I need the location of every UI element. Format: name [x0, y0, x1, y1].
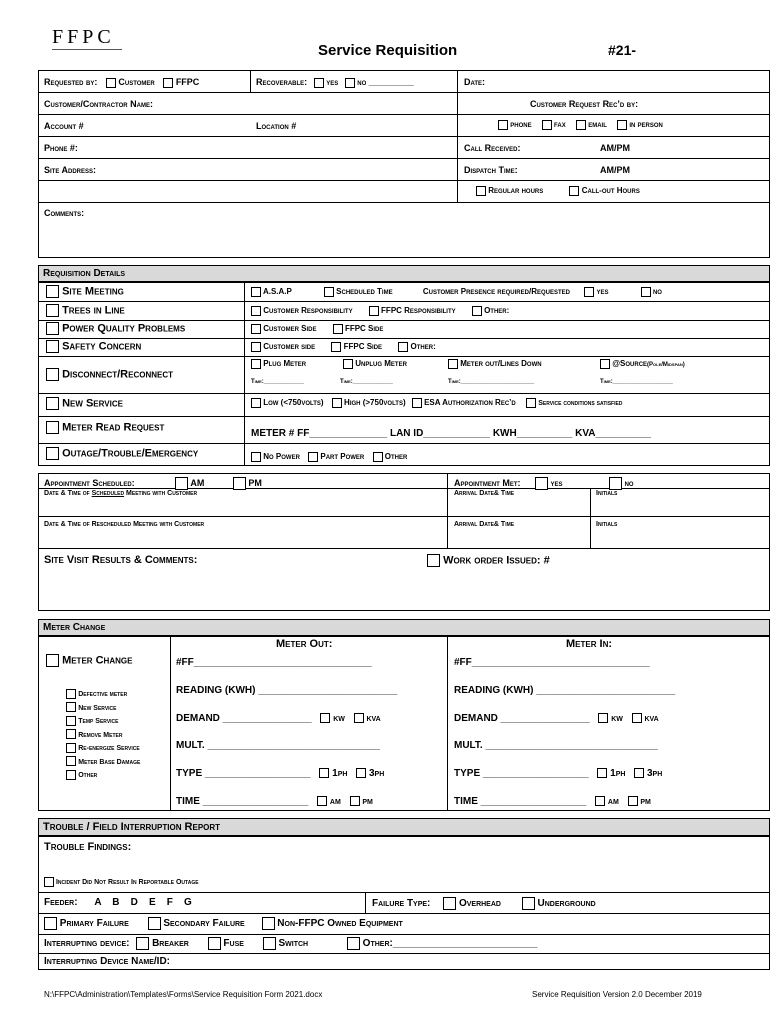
safety-ffpc-side-label: FFPC Side — [343, 342, 383, 352]
phone-opt-label: phone — [510, 120, 532, 130]
met-yes-checkbox[interactable] — [535, 477, 548, 490]
page-title: Service Requisition — [318, 42, 458, 59]
other1-label: Other: — [484, 306, 510, 316]
met-no-checkbox[interactable] — [609, 477, 622, 490]
switch-checkbox[interactable] — [263, 937, 276, 950]
recoverable-blank: _________ — [368, 77, 414, 87]
meter-in-mult[interactable]: MULT. _______________________________ — [454, 740, 658, 751]
ffpc-resp-checkbox[interactable] — [369, 306, 379, 316]
option-reenergize[interactable]: Re-energize Service — [66, 742, 140, 756]
appointment-met-label: Appointment Met: — [454, 477, 521, 488]
feeder-options[interactable]: A B D E F G — [94, 897, 192, 908]
site-address-label: Site Address: — [44, 165, 97, 175]
arrival-label-2: Arrival Date& Time — [454, 521, 515, 528]
yes-label: yes — [326, 77, 339, 87]
out-kw-checkbox[interactable] — [320, 713, 330, 723]
no-power-checkbox[interactable] — [251, 452, 261, 462]
option-temp-service[interactable]: Temp Service — [66, 715, 140, 729]
low-voltage-checkbox[interactable] — [251, 398, 261, 408]
in-am-label: am — [607, 796, 619, 807]
comments-label: Comments: — [44, 208, 85, 218]
meter-change-checkbox[interactable] — [46, 654, 59, 667]
trees-checkbox[interactable] — [46, 304, 59, 317]
footer-path: N:\FFPC\Administration\Templates\Forms\Service Requisition Form 2021.docx — [44, 990, 323, 999]
interrupting-device-label: Interrupting device: — [44, 938, 130, 950]
out-pm-label: pm — [362, 796, 373, 807]
safety-label: Safety Concern — [62, 340, 142, 353]
power-quality-label: Power Quality Problems — [62, 322, 186, 335]
email-checkbox[interactable] — [576, 120, 586, 130]
pole-midspan-label: (Pole/Midspan) — [647, 362, 685, 369]
secondary-failure-checkbox[interactable] — [148, 917, 161, 930]
appointment-scheduled-label: Appointment Scheduled: — [44, 477, 135, 488]
rescheduled-label: Date & Time of Rescheduled Meeting with Customer — [44, 521, 205, 528]
call-received-label: Call Received: — [464, 143, 521, 153]
safety-checkbox[interactable] — [46, 340, 59, 353]
site-visit-label: Site Visit Results & Comments: — [44, 554, 198, 566]
dt-rest: Meeting with Customer — [124, 490, 198, 497]
in-1ph-checkbox[interactable] — [597, 768, 607, 778]
outage-label: Outage/Trouble/Emergency — [62, 447, 199, 460]
low-voltage-label: Low (<750volts) — [263, 398, 324, 408]
dispatch-time-label: Dispatch Time: — [464, 165, 518, 175]
safety-cust-side-label: Customer side — [263, 342, 316, 352]
site-meeting-checkbox[interactable] — [46, 285, 59, 298]
overhead-label: Overhead — [458, 898, 501, 910]
ffpc-resp-label: FFPC Responsibility — [381, 306, 456, 316]
meter-read-label: Meter Read Request — [62, 421, 165, 434]
phone-checkbox[interactable] — [498, 120, 508, 130]
outage-checkbox[interactable] — [46, 447, 59, 460]
other1-checkbox[interactable] — [472, 306, 482, 316]
meter-in-demand[interactable]: DEMAND ________________ — [454, 713, 590, 724]
meter-out-demand[interactable]: DEMAND ________________ — [176, 713, 312, 724]
in-pm-label: pm — [640, 796, 651, 807]
scheduled-meeting-label — [44, 490, 197, 497]
other3-checkbox[interactable] — [373, 452, 383, 462]
in-person-label: in person — [629, 120, 663, 130]
meter-out-type[interactable]: TYPE ___________________ — [176, 768, 311, 779]
callout-hours-checkbox[interactable] — [569, 186, 579, 196]
out-kva-checkbox[interactable] — [354, 713, 364, 723]
logo-text: FFPC — [52, 26, 115, 48]
primary-failure-checkbox[interactable] — [44, 917, 57, 930]
failure-type-label: Failure Type: — [372, 898, 431, 910]
breaker-label: Breaker — [152, 938, 189, 950]
high-voltage-label: High (>750volts) — [344, 398, 406, 408]
date-label: Date: — [464, 77, 486, 87]
unplug-meter-checkbox[interactable] — [343, 359, 353, 369]
underground-checkbox[interactable] — [522, 897, 535, 910]
out-kva-label: kva — [366, 713, 381, 724]
work-order-checkbox[interactable] — [427, 554, 440, 567]
call-ampm: AM/PM — [600, 143, 630, 153]
option-base-damage[interactable]: Meter Base Damage — [66, 756, 140, 770]
unplug-time: Time:____________ — [340, 379, 393, 385]
cust-resp-checkbox[interactable] — [251, 306, 261, 316]
high-voltage-checkbox[interactable] — [332, 398, 342, 408]
esa-label: ESA Authorization Rec’d — [424, 398, 516, 408]
callout-hours-label: Call-out Hours — [581, 186, 640, 196]
underground-label: Underground — [537, 898, 596, 910]
meter-in-time[interactable]: TIME ___________________ — [454, 796, 587, 807]
nonffpc-checkbox[interactable] — [262, 917, 275, 930]
lines-down-time: Time:______________________ — [448, 379, 535, 385]
meter-out-title: Meter Out: — [276, 638, 333, 650]
power-quality-checkbox[interactable] — [46, 322, 59, 335]
meter-out-reading[interactable]: READING (KWH) _________________________ — [176, 685, 398, 696]
asap-label: A.S.A.P — [262, 287, 292, 297]
in-kva-checkbox[interactable] — [632, 713, 642, 723]
out-am-checkbox[interactable] — [317, 796, 327, 806]
unplug-meter-label: Unplug Meter — [355, 359, 407, 369]
in-3ph-label: 3ph — [647, 768, 663, 779]
option-other[interactable]: Other — [66, 769, 140, 783]
met-yes-label: yes — [550, 477, 563, 488]
meter-in-type[interactable]: TYPE ___________________ — [454, 768, 589, 779]
plug-meter-label: Plug Meter — [263, 359, 307, 369]
recoverable-yes-checkbox[interactable] — [314, 78, 324, 88]
requisition-number: #21- — [608, 42, 637, 58]
dispatch-ampm: AM/PM — [600, 165, 630, 175]
initials-label-1: Initials — [596, 490, 618, 497]
customer-label: Customer — [118, 77, 155, 87]
nonffpc-label: Non-FFPC Owned Equipment — [277, 918, 403, 930]
customer-checkbox[interactable] — [106, 78, 116, 88]
plug-time: Time:____________ — [251, 379, 304, 385]
source-label: @Source — [612, 359, 648, 369]
fax-checkbox[interactable] — [542, 120, 552, 130]
asap-checkbox[interactable] — [251, 287, 261, 297]
scheduled-time-checkbox[interactable] — [324, 287, 334, 297]
pq-ffpc-side-checkbox[interactable] — [333, 324, 343, 334]
option-defective[interactable]: Defective meter — [66, 688, 140, 702]
disconnect-label: Disconnect/Reconnect — [62, 368, 174, 381]
other-device-checkbox[interactable] — [347, 937, 360, 950]
no-power-label: No Power — [263, 452, 300, 462]
account-label: Account # — [44, 121, 84, 131]
meter-in-reading[interactable]: READING (KWH) _________________________ — [454, 685, 676, 696]
presence-no-checkbox[interactable] — [641, 287, 651, 297]
out-1ph-checkbox[interactable] — [319, 768, 329, 778]
other3-label: Other — [384, 452, 408, 462]
out-3ph-checkbox[interactable] — [356, 768, 366, 778]
esa-checkbox[interactable] — [412, 398, 422, 408]
pq-cust-side-checkbox[interactable] — [251, 324, 261, 334]
dt-scheduled: Scheduled — [91, 490, 125, 497]
recoverable-label: Recoverable: — [256, 77, 308, 87]
cust-resp-label: Customer Responsibility — [263, 306, 353, 316]
presence-yes-label: yes — [596, 287, 609, 297]
logo — [52, 28, 124, 54]
incident-checkbox[interactable] — [44, 877, 54, 887]
incident-label: Incident Did Not Result In Reportable Outage — [55, 878, 199, 886]
recoverable-no-checkbox[interactable] — [345, 78, 355, 88]
trouble-header: Trouble / Field Interruption Report — [38, 818, 770, 836]
source-checkbox[interactable] — [600, 359, 610, 369]
option-new-service[interactable]: New Service — [66, 702, 140, 716]
scheduled-time-label: Scheduled Time — [336, 287, 393, 297]
phone-label: Phone #: — [44, 143, 78, 153]
in-kw-label: kw — [611, 713, 623, 724]
feeder-label: Feeder: — [44, 897, 78, 908]
out-1ph-label: 1ph — [332, 768, 348, 779]
meter-out-mult[interactable]: MULT. _______________________________ — [176, 740, 380, 751]
option-remove-meter[interactable]: Remove Meter — [66, 729, 140, 743]
meter-change-header: Meter Change — [38, 619, 770, 636]
device-name-label: Interrupting Device Name/ID: — [44, 956, 171, 967]
secondary-failure-label: Secondary Failure — [163, 918, 245, 930]
no-label: no — [357, 77, 367, 87]
other2-label: Other: — [410, 342, 436, 352]
appt-pm-label: PM — [248, 477, 262, 488]
footer-version: Service Requisition Version 2.0 December 2019 — [532, 990, 702, 999]
in-kva-label: kva — [644, 713, 659, 724]
meter-out-time[interactable]: TIME ___________________ — [176, 796, 309, 807]
source-time: Time:__________________ — [600, 379, 673, 385]
disconnect-checkbox[interactable] — [46, 368, 59, 381]
meter-read-checkbox[interactable] — [46, 421, 59, 434]
in-am-checkbox[interactable] — [595, 796, 605, 806]
primary-failure-label: Primary Failure — [59, 918, 129, 930]
overhead-checkbox[interactable] — [443, 897, 456, 910]
in-pm-checkbox[interactable] — [628, 796, 638, 806]
in-1ph-label: 1ph — [610, 768, 626, 779]
requested-by-label: Requested by: — [44, 77, 98, 87]
appt-am-checkbox[interactable] — [175, 477, 188, 490]
appt-am-label: AM — [190, 477, 205, 488]
customer-name-label: Customer/Contractor Name: — [44, 99, 153, 109]
meter-in-title: Meter In: — [566, 638, 613, 650]
in-3ph-checkbox[interactable] — [634, 768, 644, 778]
meter-change-label: Meter Change — [62, 654, 133, 667]
out-kw-label: kw — [333, 713, 345, 724]
met-no-label: no — [624, 477, 634, 488]
meter-change-options — [66, 688, 140, 783]
initials-label-2: Initials — [596, 521, 618, 528]
breaker-checkbox[interactable] — [136, 937, 149, 950]
out-3ph-label: 3ph — [369, 768, 385, 779]
trouble-findings-label: Trouble Findings: — [44, 841, 132, 853]
customer-request-label: Customer Request Rec’d by: — [530, 99, 639, 109]
work-order-label: Work order Issued: # — [443, 554, 550, 567]
fuse-checkbox[interactable] — [208, 937, 221, 950]
service-conditions-label: Service conditions satisfied — [538, 400, 623, 408]
part-power-checkbox[interactable] — [308, 452, 318, 462]
service-conditions-checkbox[interactable] — [526, 398, 536, 408]
dt-prefix: Date & Time of — [44, 490, 92, 497]
trees-label: Trees in Line — [62, 304, 125, 317]
new-service-label: New Service — [62, 397, 123, 410]
safety-cust-side-checkbox[interactable] — [251, 342, 261, 352]
other-device-field[interactable]: Other:__________________________ — [362, 938, 538, 950]
new-service-checkbox[interactable] — [46, 397, 59, 410]
pq-cust-side-label: Customer Side — [263, 324, 317, 334]
appt-pm-checkbox[interactable] — [233, 477, 246, 490]
presence-label: Customer Presence required/Requested — [422, 287, 570, 297]
meter-out-checkbox[interactable] — [448, 359, 458, 369]
ffpc-label: FFPC — [175, 77, 200, 87]
regular-hours-label: Regular hours — [488, 186, 544, 196]
meter-read-fields[interactable]: METER # FF______________ LAN ID____________ KWH__________ KVA__________ — [251, 428, 652, 439]
regular-hours-checkbox[interactable] — [476, 186, 486, 196]
meter-out-label: Meter out/Lines Down — [460, 359, 542, 369]
requisition-details-header: Requisition Details — [38, 265, 770, 282]
plug-meter-checkbox[interactable] — [251, 359, 261, 369]
in-person-checkbox[interactable] — [617, 120, 627, 130]
out-pm-checkbox[interactable] — [350, 796, 360, 806]
email-label: email — [588, 120, 607, 130]
presence-no-label: no — [652, 287, 662, 297]
presence-yes-checkbox[interactable] — [584, 287, 594, 297]
location-label: Location # — [256, 121, 297, 131]
other2-checkbox[interactable] — [398, 342, 408, 352]
fax-label: fax — [554, 120, 566, 130]
site-meeting-label: Site Meeting — [62, 285, 124, 298]
out-am-label: am — [329, 796, 341, 807]
safety-ffpc-side-checkbox[interactable] — [331, 342, 341, 352]
pq-ffpc-side-label: FFPC Side — [344, 324, 384, 334]
ffpc-checkbox[interactable] — [163, 78, 173, 88]
in-kw-checkbox[interactable] — [598, 713, 608, 723]
meter-out-ff[interactable]: #FF________________________________ — [176, 657, 372, 668]
arrival-label-1: Arrival Date& Time — [454, 490, 515, 497]
fuse-label: Fuse — [223, 938, 244, 950]
switch-label: Switch — [278, 938, 309, 950]
part-power-label: Part Power — [320, 452, 365, 462]
meter-in-ff[interactable]: #FF________________________________ — [454, 657, 650, 668]
